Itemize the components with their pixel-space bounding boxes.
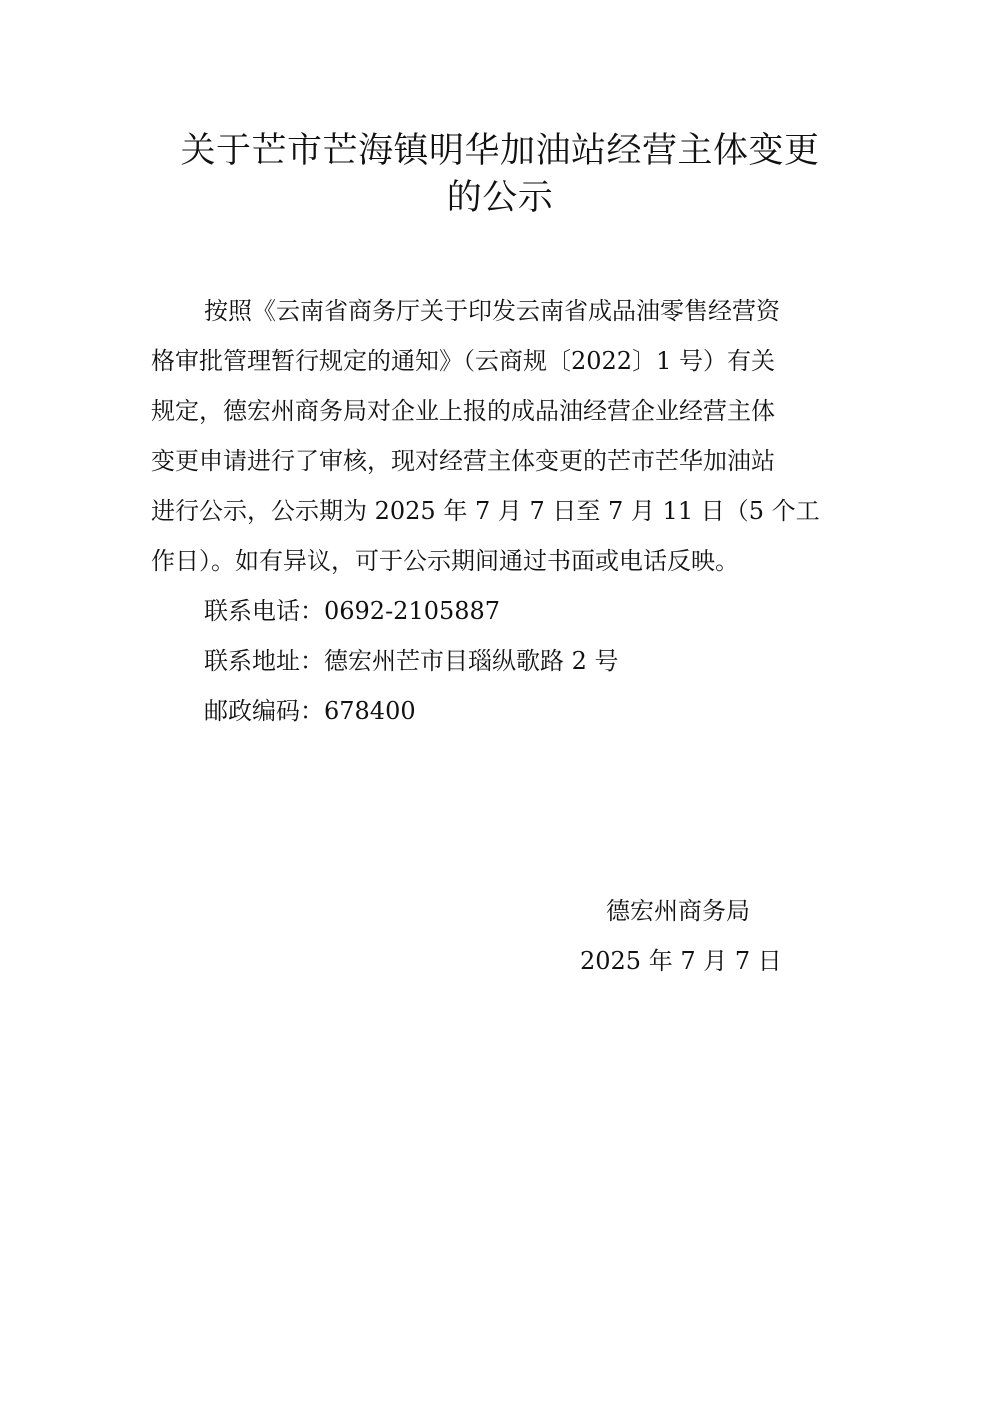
document-body	[151, 286, 851, 736]
paragraph-line-1: 按照《云南省商务厅关于印发云南省成品油零售经营资	[204, 297, 780, 325]
document-title	[120, 128, 880, 222]
paragraph-line-2: 格审批管理暂行规定的通知》（云商规〔2022〕1 号）有关	[151, 347, 775, 375]
signature-date: 2025 年 7 月 7 日	[580, 947, 782, 975]
main-paragraph	[151, 286, 851, 586]
contact-postcode: 邮政编码：678400	[204, 697, 416, 725]
paragraph-line-4: 变更申请进行了审核，现对经营主体变更的芒市芒华加油站	[151, 447, 775, 475]
contact-phone: 联系电话：0692-2105887	[204, 597, 501, 625]
signature-organization: 德宏州商务局	[606, 897, 750, 925]
title-line-2: 的公示	[446, 178, 554, 218]
title-line-1: 关于芒市芒海镇明华加油站经营主体变更	[180, 131, 820, 171]
paragraph-line-3: 规定，德宏州商务局对企业上报的成品油经营企业经营主体	[151, 397, 775, 425]
paragraph-line-6: 作日）。如有异议，可于公示期间通过书面或电话反映。	[151, 547, 739, 575]
contact-address: 联系地址：德宏州芒市目瑙纵歌路 2 号	[204, 647, 619, 675]
paragraph-line-5: 进行公示，公示期为 2025 年 7 月 7 日至 7 月 11 日（5 个工	[151, 497, 820, 525]
